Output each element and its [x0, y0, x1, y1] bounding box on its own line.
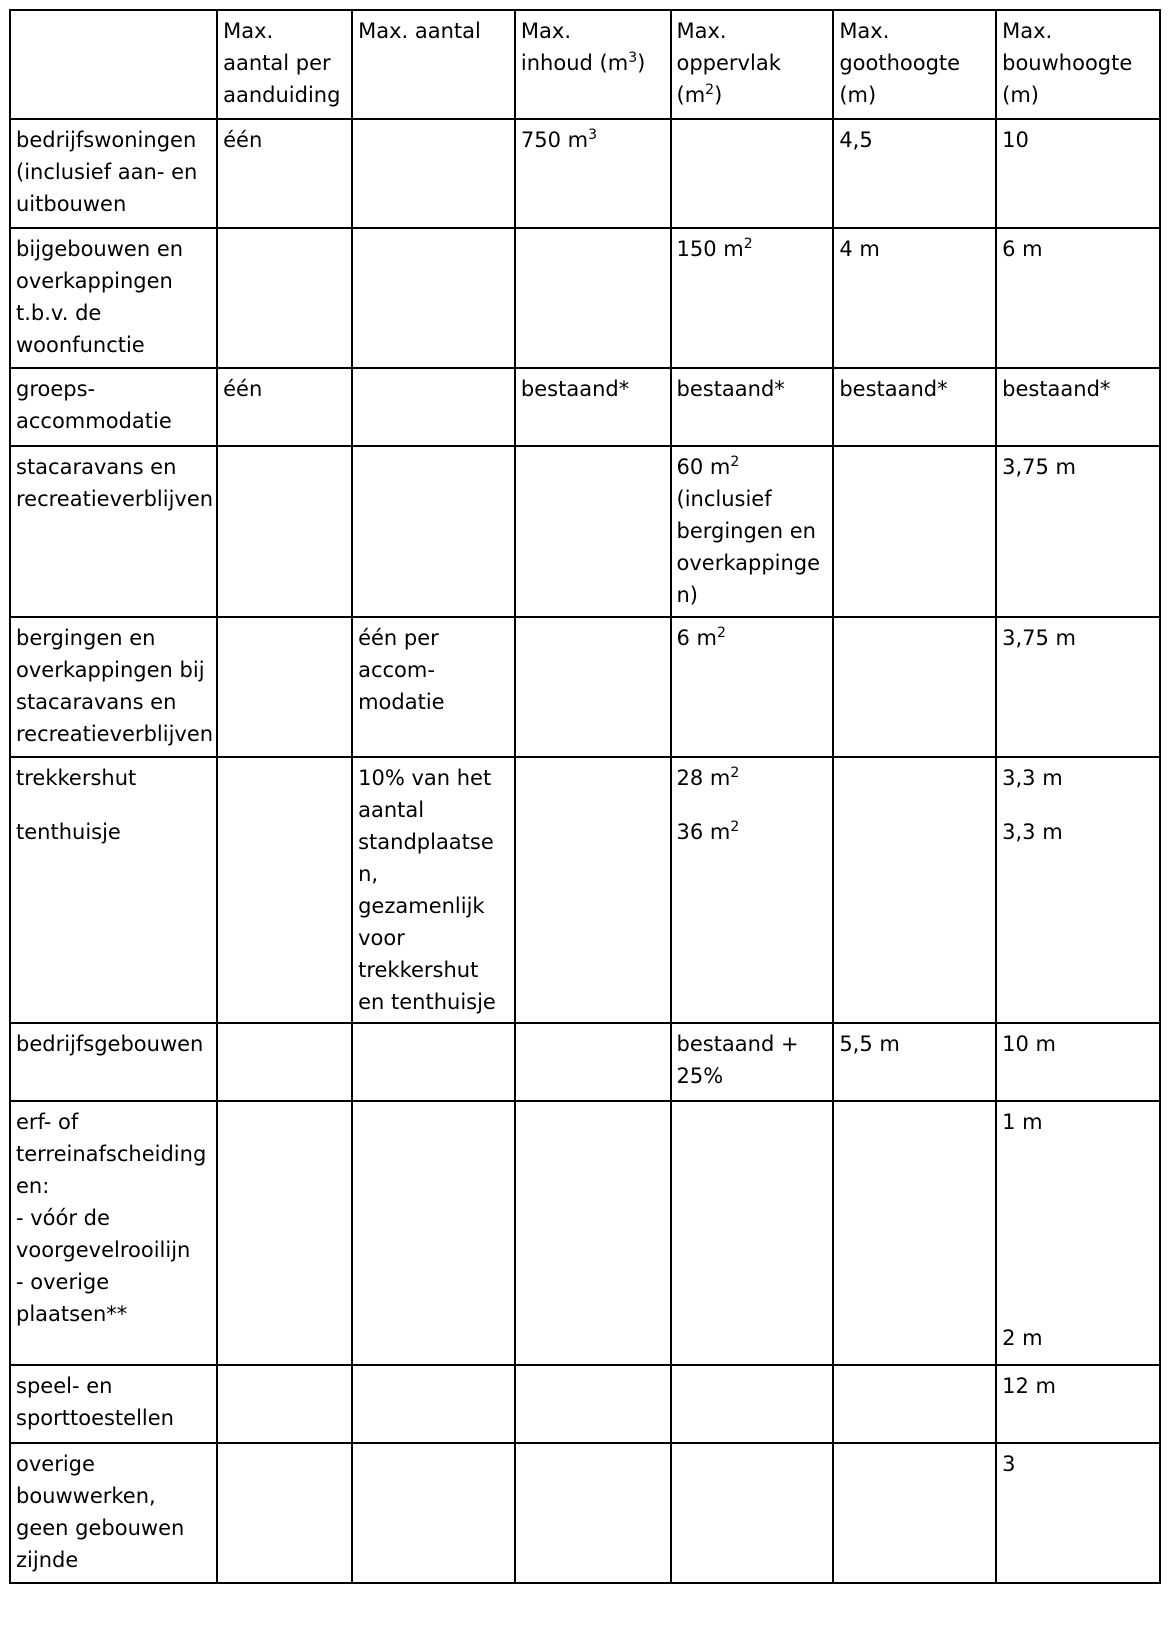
- table-cell: [352, 1365, 515, 1443]
- table-cell: bestaand*: [515, 368, 671, 446]
- row-label: bedrijfswoningen (inclusief aan- en uitbouwen: [10, 119, 217, 228]
- table-cell: 4,5: [833, 119, 996, 228]
- table-cell: 6 $m^2$: [671, 617, 834, 757]
- table-cell: [833, 446, 996, 617]
- header-max-oppervlak: Max. oppervlak $(m^2)$: [671, 10, 834, 119]
- table-cell: [833, 617, 996, 757]
- table-cell: bestaand*: [833, 368, 996, 446]
- page: [9, 9, 1161, 1584]
- table-cell: 150 $m^2$: [671, 228, 834, 368]
- table-cell: [515, 228, 671, 368]
- table-cell: [352, 446, 515, 617]
- table-cell: [352, 228, 515, 368]
- table-cell: [515, 1023, 671, 1101]
- table-cell: [671, 1443, 834, 1583]
- table-cell: bestaand*: [996, 368, 1160, 446]
- table-cell: [352, 368, 515, 446]
- table-cell: één per accom- modatie: [352, 617, 515, 757]
- table-cell: 10% van het aantal standplaatse n, gezamenlijk voor trekkershut en tenthuisje: [352, 757, 515, 1023]
- table-cell: 3,3 m 3,3 m: [996, 757, 1160, 1023]
- table-cell: 6 m: [996, 228, 1160, 368]
- table-cell: [515, 1101, 671, 1365]
- table-cell: één: [217, 119, 352, 228]
- table-cell: bestaand*: [671, 368, 834, 446]
- table-cell: [217, 446, 352, 617]
- table-row: [10, 1101, 1160, 1365]
- table-cell: [515, 1365, 671, 1443]
- table-row: [10, 119, 1160, 228]
- table-cell: [217, 757, 352, 1023]
- table-cell: [833, 1101, 996, 1365]
- header-max-bouwhoogte: Max. bouwhoogte (m): [996, 10, 1160, 119]
- table-cell: [217, 1443, 352, 1583]
- table-cell: [671, 119, 834, 228]
- header-max-aantal-per-aanduiding: Max. aantal per aanduiding: [217, 10, 352, 119]
- table-row: [10, 1365, 1160, 1443]
- header-max-goothoogte: Max. goothoogte (m): [833, 10, 996, 119]
- row-label: erf- of terreinafscheiding en: - vóór de voorgevelrooilijn - overige plaatsen**: [10, 1101, 217, 1365]
- table-row: [10, 617, 1160, 757]
- table-cell: 60 $m^2$ (inclusief bergingen en overkappinge n): [671, 446, 834, 617]
- table-row: [10, 1023, 1160, 1101]
- table-cell: [833, 757, 996, 1023]
- table-cell: 3: [996, 1443, 1160, 1583]
- table-cell: [515, 446, 671, 617]
- table-cell: 28 $m^2$ 36 $m^2$: [671, 757, 834, 1023]
- table-cell: 3,75 m: [996, 446, 1160, 617]
- table-cell: [671, 1101, 834, 1365]
- table-row: [10, 228, 1160, 368]
- header-cell-empty: [10, 10, 217, 119]
- table-cell: [217, 1101, 352, 1365]
- table-cell: 10 m: [996, 1023, 1160, 1101]
- row-label: bergingen en overkappingen bij stacaravans en recreatieverblijven: [10, 617, 217, 757]
- row-label: groeps- accommodatie: [10, 368, 217, 446]
- header-max-inhoud: Max. inhoud $(m^3)$: [515, 10, 671, 119]
- row-label: overige bouwwerken, geen gebouwen zijnde: [10, 1443, 217, 1583]
- row-label: trekkershut tenthuisje: [10, 757, 217, 1023]
- table-cell: [671, 1365, 834, 1443]
- table-row: [10, 446, 1160, 617]
- table-row: [10, 757, 1160, 1023]
- table-cell: [515, 1443, 671, 1583]
- table-cell: [217, 617, 352, 757]
- table-cell: [515, 757, 671, 1023]
- table-cell: [217, 1023, 352, 1101]
- table-cell: [833, 1365, 996, 1443]
- row-label: bedrijfsgebouwen: [10, 1023, 217, 1101]
- table-cell: één: [217, 368, 352, 446]
- table-row: [10, 1443, 1160, 1583]
- header-row: [10, 10, 1160, 119]
- table-cell: bestaand + 25%: [671, 1023, 834, 1101]
- table-cell: [515, 617, 671, 757]
- table-cell: 10: [996, 119, 1160, 228]
- table-cell: 12 m: [996, 1365, 1160, 1443]
- header-max-aantal: Max. aantal: [352, 10, 515, 119]
- table-cell: [217, 1365, 352, 1443]
- table-cell: [352, 1023, 515, 1101]
- row-label: speel- en sporttoestellen: [10, 1365, 217, 1443]
- table-cell: 5,5 m: [833, 1023, 996, 1101]
- bouwregels-table: [9, 9, 1161, 1584]
- table-cell: 1 m 2 m: [996, 1101, 1160, 1365]
- table-cell: [352, 1443, 515, 1583]
- row-label: bijgebouwen en overkappingen t.b.v. de woonfunctie: [10, 228, 217, 368]
- table-cell: [352, 1101, 515, 1365]
- table-cell: [352, 119, 515, 228]
- table-cell: 4 m: [833, 228, 996, 368]
- table-cell: 3,75 m: [996, 617, 1160, 757]
- table-cell: 750 $m^3$: [515, 119, 671, 228]
- table-cell: [833, 1443, 996, 1583]
- row-label: stacaravans en recreatieverblijven: [10, 446, 217, 617]
- table-row: [10, 368, 1160, 446]
- table-cell: [217, 228, 352, 368]
